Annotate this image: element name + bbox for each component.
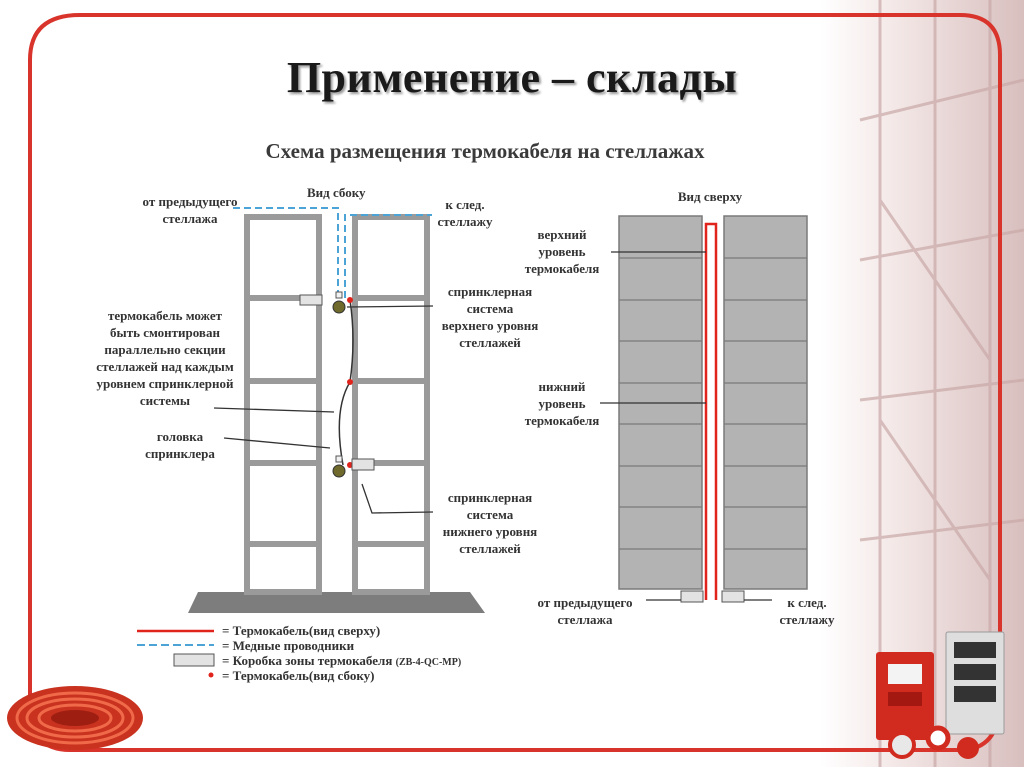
sprinkler-head-label: головка спринклера — [145, 429, 215, 461]
upper-system-label: спринклерная система верхнего уровня стеллажей — [441, 284, 539, 350]
thermocable-top — [706, 224, 716, 600]
side-from-prev-label: от предыдущего стеллажа — [142, 194, 238, 226]
lower-system-label: спринклерная система нижнего уровня стеллажей — [442, 490, 538, 556]
note-mount-label: термокабель может быть смонтирован параллельно секции стеллажей над каждым уровнем спринклерной системы — [96, 308, 234, 408]
slide-title: Применение – склады — [286, 53, 738, 102]
zone-box-top-left — [681, 591, 703, 602]
zone-box-top-right — [722, 591, 744, 602]
side-view-rack-left — [247, 217, 319, 592]
zone-box-lower — [352, 459, 374, 470]
top-view-rack-right — [724, 216, 807, 589]
sprinkler-head-upper — [333, 292, 345, 313]
side-view-heading: Вид сбоку — [307, 185, 366, 200]
zone-box-upper — [300, 295, 322, 305]
legend-item-thermocable-side: = Термокабель(вид сбоку) — [222, 668, 375, 683]
top-from-prev-label: от предыдущего стеллажа — [537, 595, 633, 627]
side-view-floor — [188, 592, 485, 613]
legend-symbol-red-dot — [209, 673, 214, 678]
thermocable-side — [339, 297, 353, 468]
thermocable-dot — [347, 297, 353, 303]
side-view-rack-right — [355, 217, 427, 592]
thermocable-dot — [347, 379, 353, 385]
side-to-next-label: к след. стеллажу — [437, 197, 493, 229]
legend-item-copper: = Медные проводники — [222, 638, 355, 653]
copper-conductors-side — [233, 208, 432, 298]
top-to-next-label: к след. стеллажу — [779, 595, 835, 627]
sprinkler-head-lower — [333, 456, 345, 477]
diagram-subtitle: Схема размещения термокабеля на стеллажах — [265, 139, 705, 163]
legend-item-zone-box: = Коробка зоны термокабеля (ZB-4-QC-MP) — [222, 653, 462, 668]
top-view-heading: Вид сверху — [677, 189, 743, 204]
legend-symbol-gray-box — [174, 654, 214, 666]
lower-level-label: нижний уровень термокабеля — [524, 379, 600, 428]
legend-item-thermocable-top: = Термокабель(вид сверху) — [222, 623, 381, 638]
upper-level-label: верхний уровень термокабеля — [524, 227, 600, 276]
